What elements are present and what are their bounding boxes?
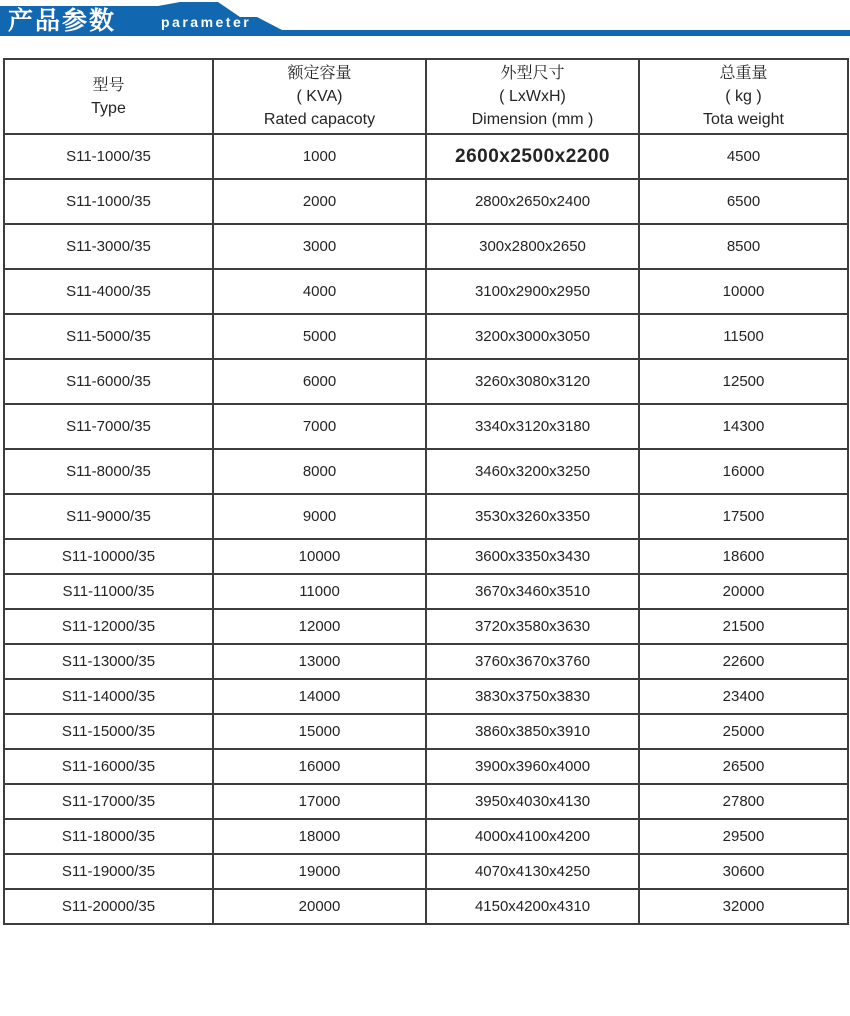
cell-weight: 12500	[639, 359, 848, 404]
cell-weight: 26500	[639, 749, 848, 784]
cell-weight: 27800	[639, 784, 848, 819]
cell-type: S11-6000/35	[4, 359, 213, 404]
header-dimension-en: Dimension (mm )	[471, 111, 594, 128]
header-weight-zh: 总重量	[719, 65, 768, 82]
cell-dimension: 3260x3080x3120	[426, 359, 639, 404]
cell-capacity: 20000	[213, 889, 426, 924]
cell-weight: 20000	[639, 574, 848, 609]
table-row	[4, 679, 848, 714]
cell-capacity: 2000	[213, 179, 426, 224]
product-parameter-table	[3, 58, 849, 925]
cell-weight: 22600	[639, 644, 848, 679]
cell-type: S11-20000/35	[4, 889, 213, 924]
cell-weight: 10000	[639, 269, 848, 314]
header-type-en: Type	[91, 99, 126, 117]
cell-type: S11-18000/35	[4, 819, 213, 854]
cell-type: S11-15000/35	[4, 714, 213, 749]
table-row	[4, 494, 848, 539]
cell-type: S11-7000/35	[4, 404, 213, 449]
cell-dimension: 4150x4200x4310	[426, 889, 639, 924]
cell-dimension: 3600x3350x3430	[426, 539, 639, 574]
cell-capacity: 12000	[213, 609, 426, 644]
cell-weight: 32000	[639, 889, 848, 924]
page-banner	[0, 0, 850, 40]
cell-weight: 16000	[639, 449, 848, 494]
cell-type: S11-9000/35	[4, 494, 213, 539]
table-row	[4, 819, 848, 854]
table-row	[4, 784, 848, 819]
cell-weight: 21500	[639, 609, 848, 644]
header-dimension-zh: 外型尺寸	[500, 65, 565, 82]
table-row	[4, 269, 848, 314]
cell-capacity: 8000	[213, 449, 426, 494]
cell-capacity: 10000	[213, 539, 426, 574]
column-header-capacity	[213, 59, 426, 134]
table-row	[4, 314, 848, 359]
cell-capacity: 13000	[213, 644, 426, 679]
cell-type: S11-5000/35	[4, 314, 213, 359]
cell-weight: 14300	[639, 404, 848, 449]
cell-type: S11-1000/35	[4, 179, 213, 224]
table-row	[4, 644, 848, 679]
cell-type: S11-16000/35	[4, 749, 213, 784]
cell-capacity: 18000	[213, 819, 426, 854]
header-weight-en: Tota weight	[703, 111, 784, 128]
banner-ribbon-shape	[0, 0, 850, 40]
cell-dimension: 300x2800x2650	[426, 224, 639, 269]
cell-capacity: 1000	[213, 134, 426, 179]
cell-capacity: 14000	[213, 679, 426, 714]
table-row	[4, 449, 848, 494]
cell-capacity: 6000	[213, 359, 426, 404]
cell-dimension: 3900x3960x4000	[426, 749, 639, 784]
cell-weight: 6500	[639, 179, 848, 224]
cell-type: S11-14000/35	[4, 679, 213, 714]
table-row	[4, 609, 848, 644]
header-type-zh: 型号	[92, 76, 125, 94]
header-weight-unit: ( kg )	[725, 88, 762, 105]
cell-type: S11-12000/35	[4, 609, 213, 644]
cell-type: S11-13000/35	[4, 644, 213, 679]
cell-dimension: 3830x3750x3830	[426, 679, 639, 714]
cell-dimension: 3760x3670x3760	[426, 644, 639, 679]
table-header	[4, 59, 848, 134]
cell-dimension: 3530x3260x3350	[426, 494, 639, 539]
table-row	[4, 854, 848, 889]
cell-capacity: 11000	[213, 574, 426, 609]
table-row	[4, 179, 848, 224]
table-row	[4, 404, 848, 449]
cell-dimension: 3200x3000x3050	[426, 314, 639, 359]
cell-dimension: 2800x2650x2400	[426, 179, 639, 224]
cell-dimension: 2600x2500x2200	[426, 134, 639, 179]
table-row	[4, 749, 848, 784]
cell-dimension: 3670x3460x3510	[426, 574, 639, 609]
cell-capacity: 16000	[213, 749, 426, 784]
cell-weight: 11500	[639, 314, 848, 359]
cell-dimension: 4000x4100x4200	[426, 819, 639, 854]
cell-dimension: 3950x4030x4130	[426, 784, 639, 819]
cell-dimension: 3100x2900x2950	[426, 269, 639, 314]
cell-capacity: 5000	[213, 314, 426, 359]
cell-type: S11-11000/35	[4, 574, 213, 609]
column-header-dimension	[426, 59, 639, 134]
cell-dimension: 3340x3120x3180	[426, 404, 639, 449]
header-capacity-en: Rated capacoty	[263, 111, 376, 128]
header-capacity-zh: 额定容量	[287, 65, 352, 82]
table-body	[4, 134, 848, 924]
cell-dimension: 3460x3200x3250	[426, 449, 639, 494]
cell-dimension: 3720x3580x3630	[426, 609, 639, 644]
cell-weight: 29500	[639, 819, 848, 854]
header-dimension-unit: ( LxWxH)	[499, 88, 566, 105]
page-title: 产品参数	[8, 7, 117, 35]
table-row	[4, 574, 848, 609]
cell-type: S11-10000/35	[4, 539, 213, 574]
cell-capacity: 9000	[213, 494, 426, 539]
cell-type: S11-17000/35	[4, 784, 213, 819]
table-row	[4, 224, 848, 269]
cell-dimension: 3860x3850x3910	[426, 714, 639, 749]
cell-type: S11-1000/35	[4, 134, 213, 179]
header-capacity-unit: ( KVA)	[296, 88, 343, 105]
table-row	[4, 134, 848, 179]
column-header-type	[4, 59, 213, 134]
table-row	[4, 714, 848, 749]
cell-capacity: 7000	[213, 404, 426, 449]
table-row	[4, 359, 848, 404]
cell-type: S11-8000/35	[4, 449, 213, 494]
cell-type: S11-4000/35	[4, 269, 213, 314]
cell-capacity: 4000	[213, 269, 426, 314]
table-row	[4, 889, 848, 924]
cell-capacity: 3000	[213, 224, 426, 269]
cell-capacity: 15000	[213, 714, 426, 749]
page-subtitle: parameter	[161, 14, 252, 30]
cell-weight: 18600	[639, 539, 848, 574]
cell-capacity: 17000	[213, 784, 426, 819]
cell-weight: 17500	[639, 494, 848, 539]
column-header-weight	[639, 59, 848, 134]
cell-dimension: 4070x4130x4250	[426, 854, 639, 889]
table-row	[4, 539, 848, 574]
cell-type: S11-3000/35	[4, 224, 213, 269]
cell-capacity: 19000	[213, 854, 426, 889]
cell-type: S11-19000/35	[4, 854, 213, 889]
cell-weight: 4500	[639, 134, 848, 179]
cell-weight: 8500	[639, 224, 848, 269]
cell-weight: 25000	[639, 714, 848, 749]
cell-weight: 23400	[639, 679, 848, 714]
cell-weight: 30600	[639, 854, 848, 889]
